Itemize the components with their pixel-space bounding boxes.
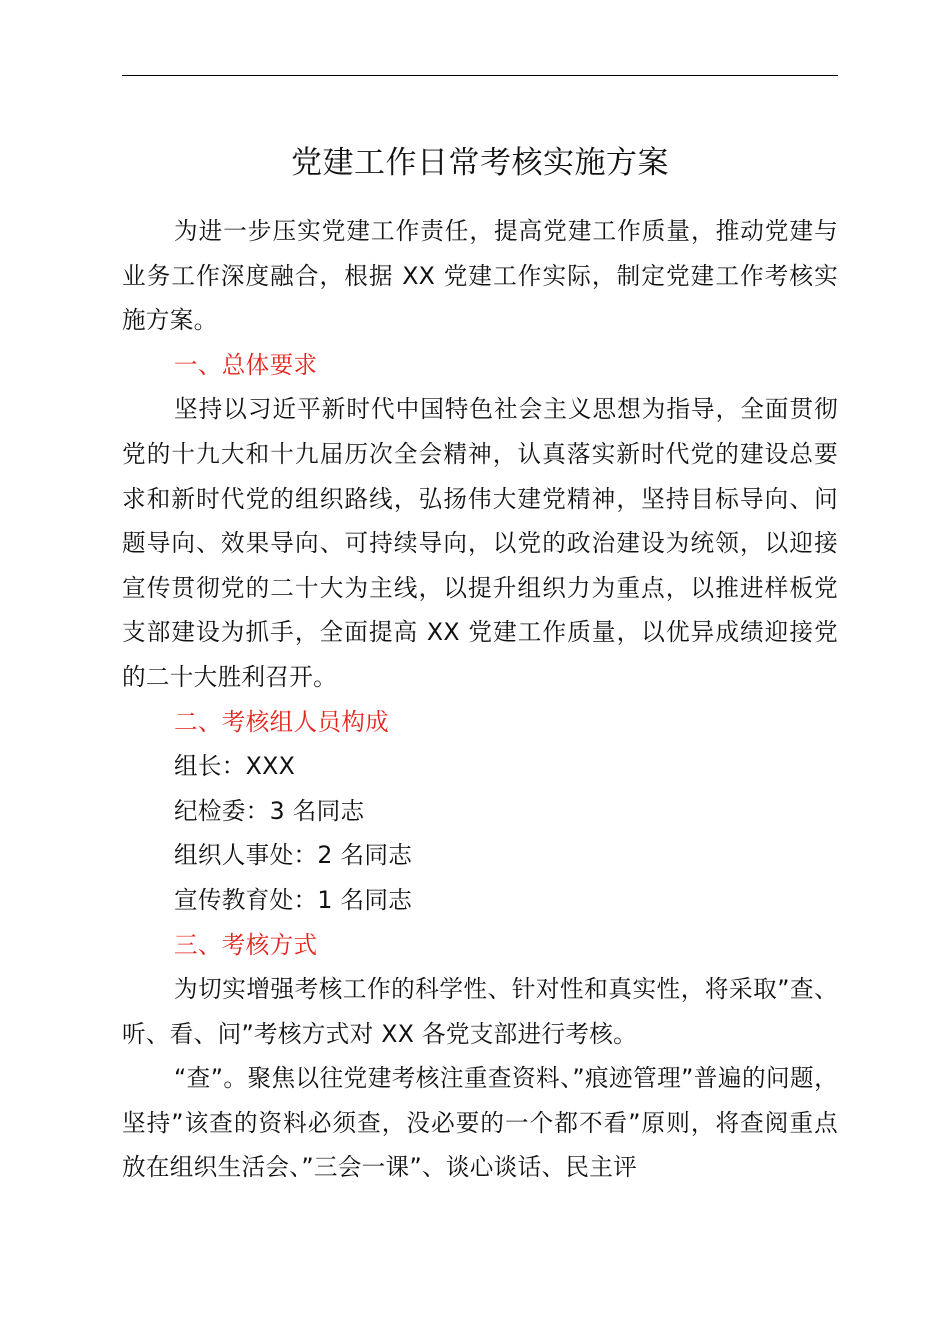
section-heading-team-composition: 二、考核组人员构成	[174, 707, 390, 736]
team-member-publicity: 宣传教育处：1 名同志	[174, 885, 413, 914]
check-paragraph: “查”。聚焦以往党建考核注重查资料、”痕迹管理”普遍的问题，坚持”该查的资料必须查，没必要的一个都不看”原则，将查阅重点放在组织生活会、”三会一课”、谈心谈话、民主评	[122, 1064, 838, 1182]
team-member-organization: 组织人事处：2 名同志	[174, 841, 413, 870]
intro-paragraph: 为进一步压实党建工作责任，提高党建工作质量，推动党建与业务工作深度融合，根据 XX 党建工作实际，制定党建工作考核实施方案。	[122, 217, 838, 335]
team-member-discipline: 纪检委：3 名同志	[174, 796, 365, 825]
document-title: 党建工作日常考核实施方案	[291, 145, 669, 181]
assessment-method-paragraph: 为切实增强考核工作的科学性、针对性和真实性，将采取”查、听、看、问”考核方式对 XX 各党支部进行考核。	[122, 975, 838, 1048]
section-heading-general-requirements: 一、总体要求	[174, 350, 318, 379]
general-requirements-paragraph: 坚持以习近平新时代中国特色社会主义思想为指导，全面贯彻党的十九大和十九届历次全会精神，认真落实新时代党的建设总要求和新时代党的组织路线，弘扬伟大建党精神，坚持目标导向、问题导向、效果导向、可持续导向，以党的政治建设为统领，以迎接宣传贯彻党的二十大为主线，以提升组织力为重点，以推进样板党支部建设为抓手，全面提高 XX 党建工作质量，以优异成绩迎接党的二十大胜利召开。	[122, 395, 838, 691]
section-heading-assessment-method: 三、考核方式	[174, 930, 318, 959]
header-rule	[122, 75, 838, 76]
document-body	[122, 209, 838, 1190]
team-member-leader: 组长：XXX	[174, 752, 296, 781]
